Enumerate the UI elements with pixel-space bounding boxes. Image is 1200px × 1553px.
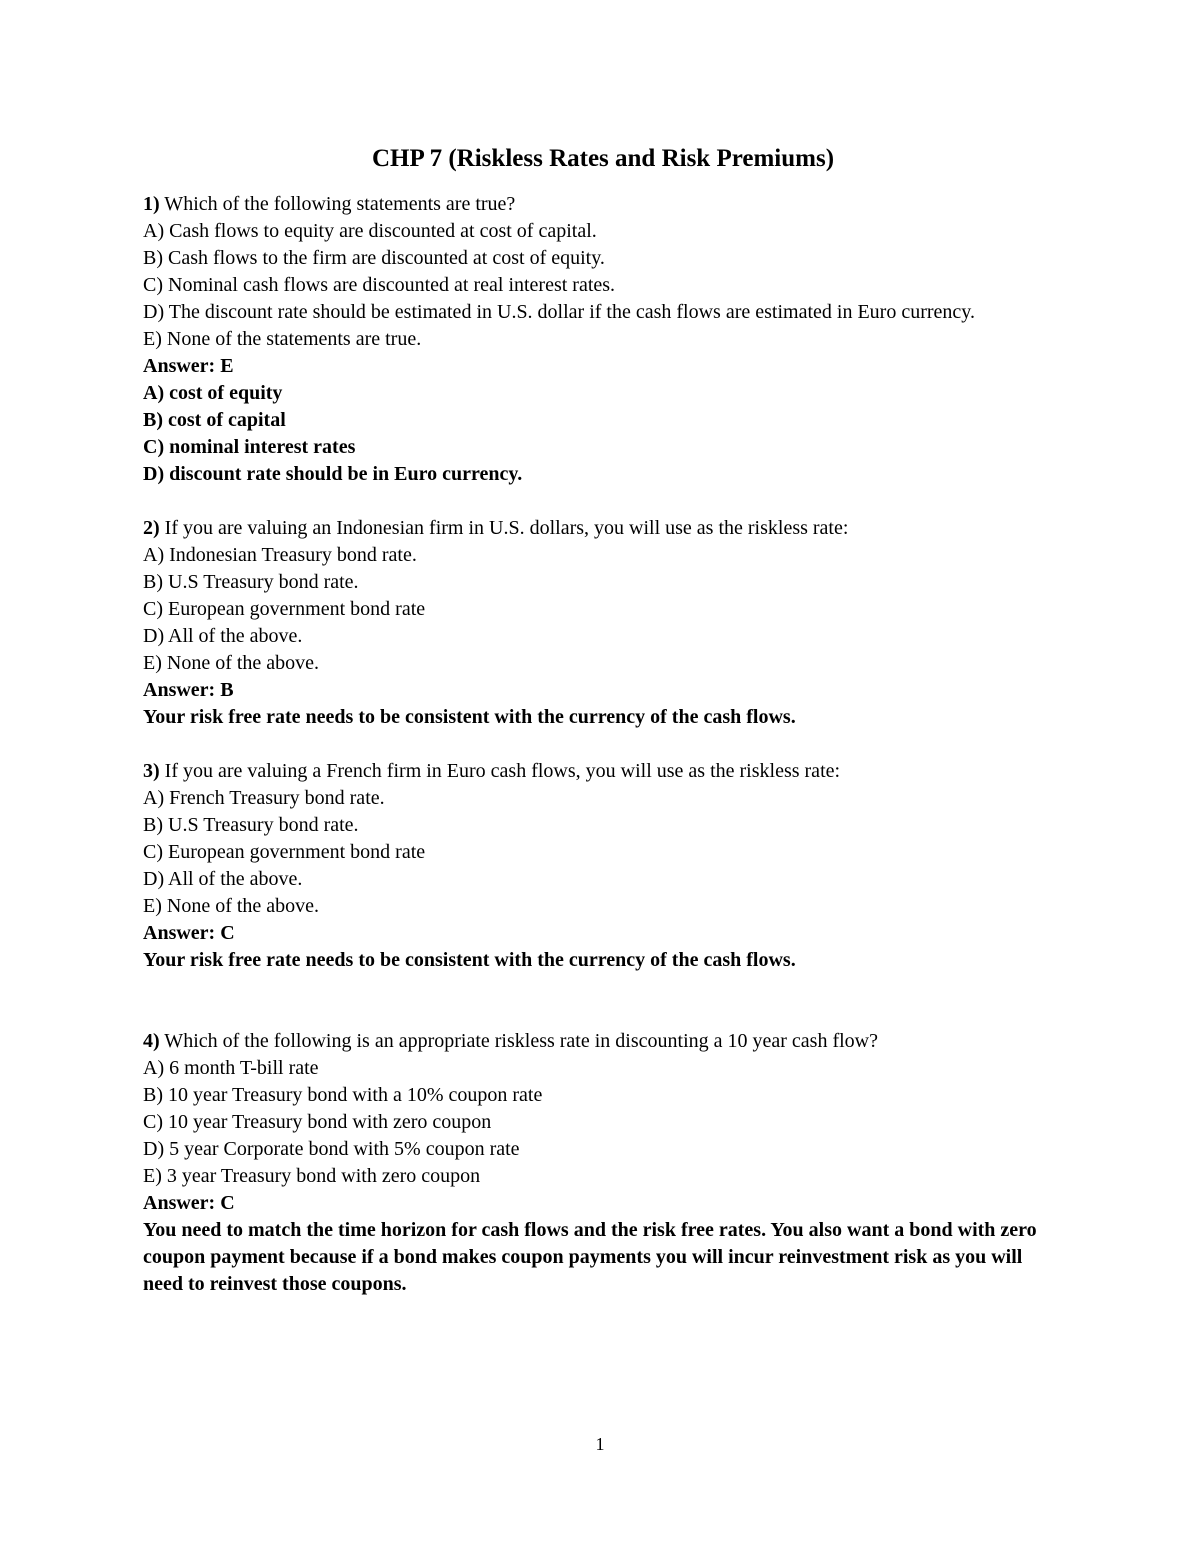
question-number: 3): [143, 760, 160, 782]
option-c: C) Nominal cash flows are discounted at real interest rates.: [143, 274, 616, 296]
question-stem: [143, 1028, 1063, 1055]
option-e: E) None of the above.: [143, 652, 320, 674]
answer: Answer: B: [143, 679, 234, 701]
option-d: D) 5 year Corporate bond with 5% coupon rate: [143, 1138, 520, 1160]
question-3: [143, 758, 1063, 974]
option-a: A) Indonesian Treasury bond rate.: [143, 544, 417, 566]
explanation-line: D) discount rate should be in Euro currency.: [143, 463, 523, 485]
option-c: C) 10 year Treasury bond with zero coupon: [143, 1111, 492, 1133]
answer: Answer: C: [143, 922, 235, 944]
question-stem: [143, 515, 1063, 542]
option-c: C) European government bond rate: [143, 841, 426, 863]
question-text: Which of the following is an appropriate riskless rate in discounting a 10 year cash flow?: [159, 1030, 878, 1052]
question-number: 4): [143, 1030, 160, 1052]
spacer: [143, 974, 1063, 1028]
question-text: Which of the following statements are true?: [159, 193, 516, 215]
explanation-line: Your risk free rate needs to be consistent with the currency of the cash flows.: [143, 949, 796, 971]
question-2: [143, 515, 1063, 731]
page-content: [143, 143, 1063, 1298]
option-e: E) 3 year Treasury bond with zero coupon: [143, 1165, 481, 1187]
option-b: B) 10 year Treasury bond with a 10% coupon rate: [143, 1084, 543, 1106]
option-a: A) 6 month T-bill rate: [143, 1057, 319, 1079]
option-e: E) None of the statements are true.: [143, 328, 422, 350]
option-d: D) All of the above.: [143, 625, 303, 647]
question-text: If you are valuing a French firm in Euro cash flows, you will use as the riskless rate:: [159, 760, 841, 782]
question-number: 1): [143, 193, 160, 215]
option-b: B) U.S Treasury bond rate.: [143, 814, 359, 836]
option-b: B) U.S Treasury bond rate.: [143, 571, 359, 593]
question-stem: [143, 191, 1063, 218]
explanation-line: B) cost of capital: [143, 409, 286, 431]
answer: Answer: C: [143, 1192, 235, 1214]
page-number: 1: [595, 1434, 605, 1454]
explanation-line: C) nominal interest rates: [143, 436, 356, 458]
option-d: D) The discount rate should be estimated in U.S. dollar if the cash flows are estimated in Euro currency.: [143, 301, 975, 323]
option-a: A) Cash flows to equity are discounted at cost of capital.: [143, 220, 597, 242]
spacer: [143, 488, 1063, 515]
explanation-line: A) cost of equity: [143, 382, 283, 404]
explanation-line: Your risk free rate needs to be consistent with the currency of the cash flows.: [143, 706, 796, 728]
question-stem: [143, 758, 1063, 785]
explanation-line: You need to match the time horizon for cash flows and the risk free rates. You also want a bond with zero coupon payment because if a bond makes coupon payments you will incur reinvestment risk as you will need to reinvest those coupons.: [143, 1219, 1037, 1295]
option-d: D) All of the above.: [143, 868, 303, 890]
option-e: E) None of the above.: [143, 895, 320, 917]
question-1: [143, 191, 1063, 488]
question-number: 2): [143, 517, 160, 539]
answer: Answer: E: [143, 355, 234, 377]
option-a: A) French Treasury bond rate.: [143, 787, 385, 809]
option-b: B) Cash flows to the firm are discounted at cost of equity.: [143, 247, 605, 269]
question-text: If you are valuing an Indonesian firm in U.S. dollars, you will use as the riskless rate:: [159, 517, 849, 539]
spacer: [143, 731, 1063, 758]
page-title: CHP 7 (Riskless Rates and Risk Premiums): [371, 145, 835, 172]
question-4: [143, 1028, 1063, 1298]
option-c: C) European government bond rate: [143, 598, 426, 620]
